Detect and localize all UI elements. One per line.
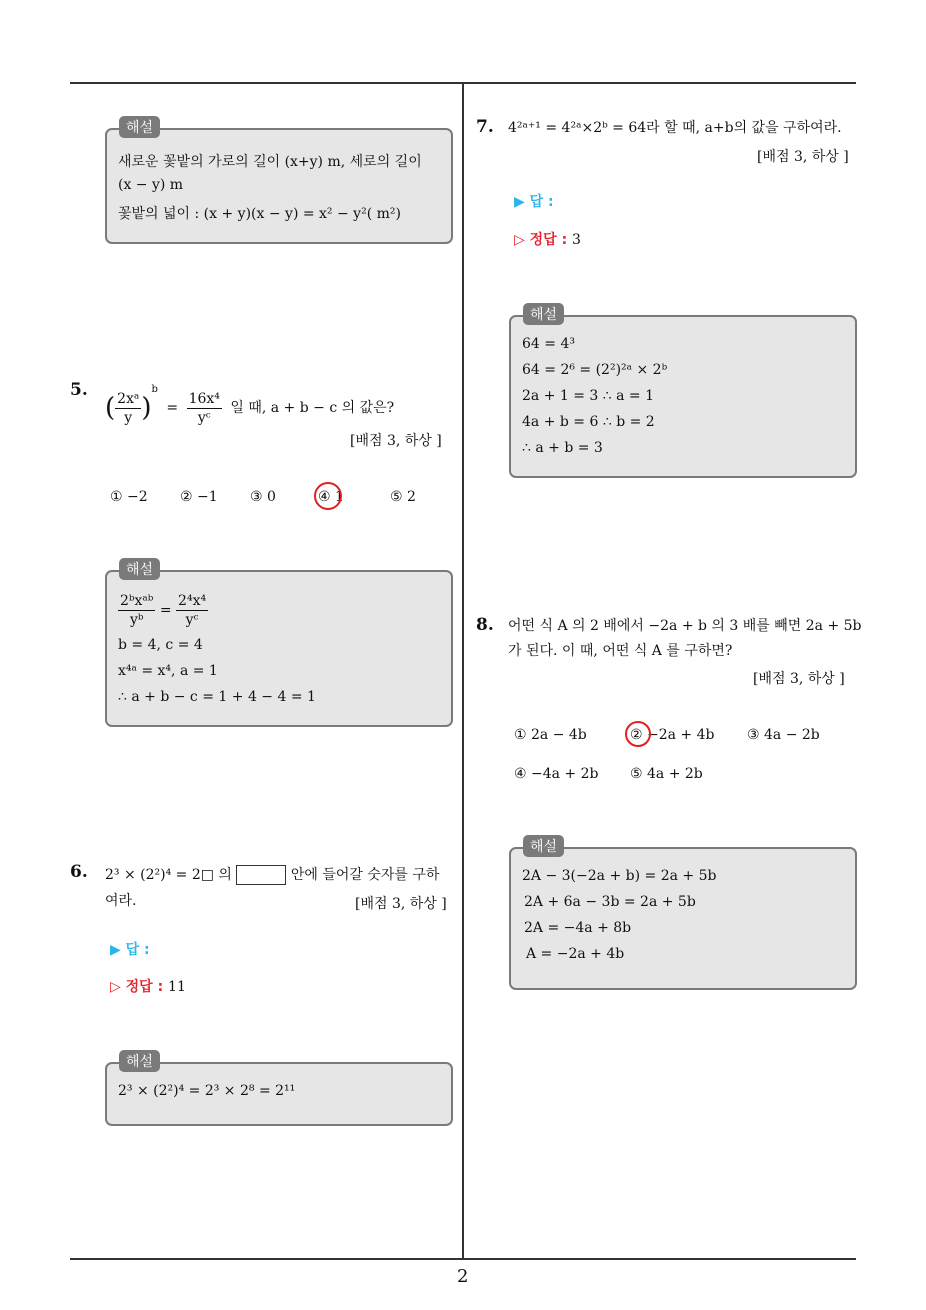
- q5-paren-open: (: [105, 393, 116, 423]
- q6-answer-label: ▶ 답 :: [110, 942, 150, 958]
- q5-solution-line-2: x⁴ᵃ = x⁴, a = 1: [118, 663, 218, 679]
- q8-choice-1[interactable]: ① 2a − 4b: [514, 727, 587, 743]
- q5-frac2-num: 16x⁴: [188, 390, 220, 407]
- q8-score: [배점 3, 하상 ]: [753, 671, 845, 687]
- q5-sol-frac-b-num: 2⁴x⁴: [178, 593, 207, 609]
- q5-choice-2[interactable]: ② −1: [180, 489, 218, 505]
- column-divider: [462, 82, 464, 1260]
- q5-solution-tag: 해설: [119, 558, 160, 580]
- bottom-rule: [70, 1258, 856, 1260]
- q5-choice-1[interactable]: ① −2: [110, 489, 148, 505]
- q7-correct-label: ▷ 정답 :: [514, 232, 568, 248]
- top-solution-line-1: 새로운 꽃밭의 가로의 길이 (x+y) m, 세로의 길이: [118, 154, 422, 170]
- q5-sol-frac-a-den: yᵇ: [129, 612, 144, 628]
- q7-question: 4²ᵃ⁺¹ = 4²ᵃ×2ᵇ = 64라 할 때, a+b의 값을 구하여라.: [508, 120, 842, 136]
- q8-question-line-1: 어떤 식 A 의 2 배에서 −2a + b 의 3 배를 빼면 2a + 5b: [508, 618, 862, 634]
- q5-solution-fraction-line: [118, 592, 208, 629]
- q7-correct-value: 3: [572, 232, 581, 248]
- q5-frac1-den: y: [124, 409, 133, 426]
- q5-frac1-num: 2xᵃ: [117, 390, 140, 407]
- q5-sol-frac-b-den: yᶜ: [185, 612, 199, 628]
- q6-score: [배점 3, 하상 ]: [355, 896, 447, 912]
- q5-choice-3[interactable]: ③ 0: [250, 489, 276, 505]
- q5-frac2-den: yᶜ: [197, 409, 211, 426]
- q7-solution-line-5: ∴ a + b = 3: [522, 440, 603, 456]
- q8-solution-line-3: 2A = −4a + 8b: [524, 920, 632, 936]
- q7-solution-line-2: 64 = 2⁶ = (2²)²ᵃ × 2ᵇ: [522, 362, 668, 378]
- q6-solution-line-1: 2³ × (2²)⁴ = 2³ × 2⁸ = 2¹¹: [118, 1083, 296, 1099]
- q6-question-line-1: [105, 863, 460, 887]
- q5-sol-frac-a-num: 2ᵇxᵃᵇ: [120, 593, 154, 609]
- q8-choice-2[interactable]: ② −2a + 4b: [630, 727, 715, 743]
- q8-question-line-2: 가 된다. 이 때, 어떤 식 A 를 구하면?: [508, 643, 733, 659]
- q5-answer-circle: [314, 482, 342, 510]
- q5-score: [배점 3, 하상 ]: [350, 433, 442, 449]
- q5-fraction-left: [115, 390, 141, 427]
- q5-number: 5.: [70, 380, 88, 400]
- q5-text: 일 때, a + b − c 의 값은?: [230, 400, 395, 416]
- q8-choice-3[interactable]: ③ 4a − 2b: [747, 727, 820, 743]
- q6-solution-tag: 해설: [119, 1050, 160, 1072]
- q5-solution-line-1: b = 4, c = 4: [118, 637, 203, 653]
- q5-sol-frac-b: [176, 592, 208, 629]
- q5-solution-line-3: ∴ a + b − c = 1 + 4 − 4 = 1: [118, 689, 316, 705]
- q8-solution-tag: 해설: [523, 835, 564, 857]
- q7-solution-line-3: 2a + 1 = 3 ∴ a = 1: [522, 388, 655, 404]
- top-solution-tag: 해설: [119, 116, 160, 138]
- q8-number: 8.: [476, 615, 494, 635]
- q8-choice-5[interactable]: ⑤ 4a + 2b: [630, 766, 703, 782]
- q6-correct-value: 11: [168, 979, 186, 995]
- q7-number: 7.: [476, 117, 494, 137]
- q6-number: 6.: [70, 862, 88, 882]
- q6-correct-label: ▷ 정답 :: [110, 979, 164, 995]
- q5-power: b: [151, 384, 158, 395]
- q8-choice-4[interactable]: ④ −4a + 2b: [514, 766, 599, 782]
- q6-text-c: 여라.: [105, 893, 137, 909]
- q6-text-b: 안에 들어갈 숫자를 구하: [290, 867, 440, 883]
- q5-choice-5[interactable]: ⑤ 2: [390, 489, 416, 505]
- page-number: 2: [457, 1266, 469, 1287]
- q8-solution-line-2: 2A + 6a − 3b = 2a + 5b: [524, 894, 696, 910]
- q8-answer-circle: [625, 721, 651, 747]
- q5-paren-close: ): [141, 393, 152, 423]
- q5-choice-4[interactable]: ④ 1: [318, 489, 344, 505]
- q6-blank-box: [236, 865, 286, 885]
- q7-correct-row: [514, 229, 581, 249]
- q7-answer-label: ▶ 답 :: [514, 194, 554, 210]
- q5-fraction-right: [187, 390, 222, 427]
- top-solution-line-2: (x − y) m: [118, 177, 184, 193]
- q6-correct-row: [110, 976, 186, 996]
- top-solution-line-3: 꽃밭의 넓이 : (x + y)(x − y) = x² − y²( m²): [118, 206, 401, 222]
- q7-score: [배점 3, 하상 ]: [757, 149, 849, 165]
- q8-solution-line-4: A = −2a + 4b: [526, 946, 625, 962]
- q6-text-a: 2³ × (2²)⁴ = 2□ 의: [105, 867, 232, 883]
- q7-solution-line-1: 64 = 4³: [522, 336, 575, 352]
- q7-solution-line-4: 4a + b = 6 ∴ b = 2: [522, 414, 655, 430]
- q5-sol-frac-a: [118, 592, 155, 629]
- q5-sol-equals: =: [159, 602, 177, 619]
- q5-question: [105, 380, 394, 427]
- q8-solution-line-1: 2A − 3(−2a + b) = 2a + 5b: [522, 868, 717, 884]
- q5-equals: =: [166, 400, 179, 416]
- q7-solution-tag: 해설: [523, 303, 564, 325]
